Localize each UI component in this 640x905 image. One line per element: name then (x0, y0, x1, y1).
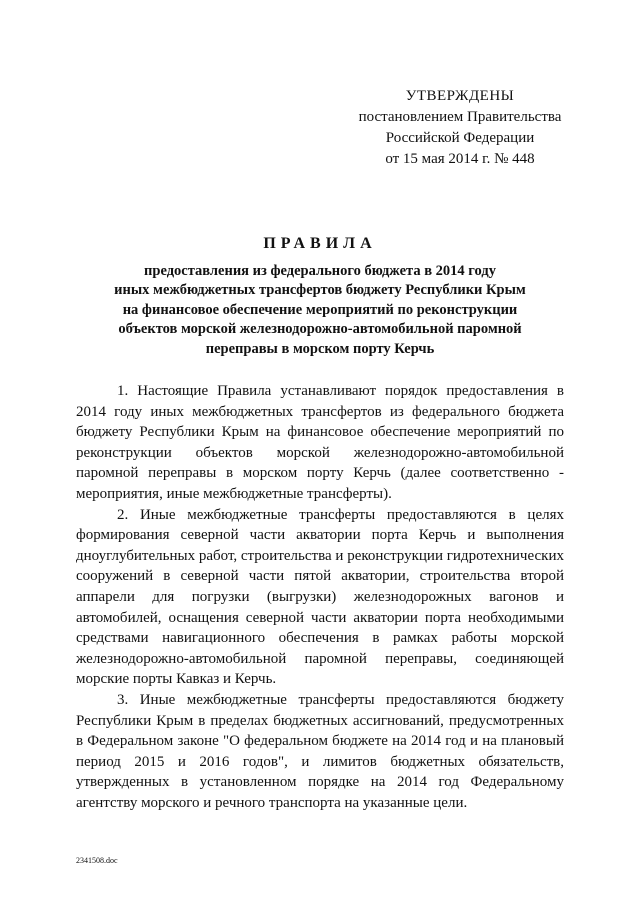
document-body (76, 381, 564, 813)
subtitle-line: иных межбюджетных трансфертов бюджету Республики Крым (114, 282, 526, 299)
document-subtitle (75, 262, 565, 359)
document-title: ПРАВИЛА (263, 235, 377, 252)
approval-block (340, 86, 580, 170)
subtitle-line: предоставления из федерального бюджета в 2014 году (144, 263, 496, 279)
subtitle-line: объектов морской железнодорожно-автомобильной паромной (118, 321, 522, 338)
approval-line-2: Российской Федерации (385, 130, 535, 146)
approval-line-3: от 15 мая 2014 г. № 448 (385, 151, 535, 167)
paragraph-2: 2. Иные межбюджетные трансферты предоставляются в целях формирования северной части акватории порта Керчь и выполнения дноуглубительных работ, строительства и реконструкции гидротехнических сооружений в северной части пятой акватории, строительства второй аппарели для погрузки (выгрузки) железнодорожных вагонов и автомобилей, оснащения северной части акватории порта необходимыми средствами навигационного обеспечения в рамках работы морской железнодорожно-автомобильной паромной переправы, соединяющей морские порты Кавказ и Керчь. (76, 506, 564, 688)
approval-line-1: постановлением Правительства (358, 109, 562, 125)
file-name-footer: 2341508.doc (76, 856, 118, 865)
subtitle-line: на финансовое обеспечение мероприятий по реконструкции (122, 301, 518, 318)
paragraph-3: 3. Иные межбюджетные трансферты предоставляются бюджету Республики Крым в пределах бюджетных ассигнований, предусмотренных в Федеральном законе "О федеральном бюджете на 2014 год и на плановый период 2015 и 2016 годов", и лимитов бюджетных обязательств, утвержденных в установленном порядке на 2014 год Федеральному агентству морского и речного транспорта на указанные цели. (76, 691, 564, 811)
paragraph-1: 1. Настоящие Правила устанавливают порядок предоставления в 2014 году иных межбюджетных трансфертов из федерального бюджета бюджету Республики Крым на финансовое обеспечение мероприятий по реконструкции объектов морской железнодорожно-автомобильной паромной переправы в морском порту Керчь (далее соответственно - мероприятия, иные межбюджетные трансферты). (76, 383, 564, 502)
subtitle-line: переправы в морском порту Керчь (205, 340, 435, 357)
approval-heading: УТВЕРЖДЕНЫ (405, 88, 515, 104)
